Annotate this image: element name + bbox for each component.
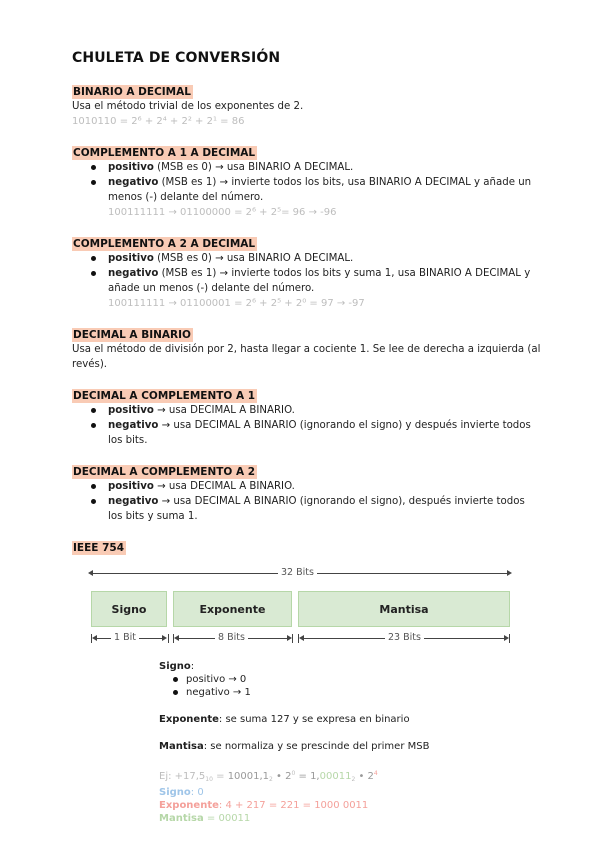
bold-term: negativo	[108, 496, 159, 507]
example-block	[159, 767, 519, 825]
arrow-left-icon	[88, 570, 93, 576]
ex-sub: 10	[205, 776, 213, 783]
exponent-field-box: Exponente	[173, 591, 292, 627]
item-text: → usa DECIMAL A BINARIO (ignorando el signo) y después invierte todos los bits.	[108, 420, 531, 446]
arrow-left-icon	[299, 635, 304, 641]
sign-field-box: Signo	[91, 591, 167, 627]
ex-part: • 2	[272, 771, 292, 782]
list-item	[108, 175, 542, 220]
ex-sup: 4	[373, 770, 378, 777]
bold-term: positivo	[108, 253, 154, 264]
ex-sup: 0	[291, 770, 296, 777]
sign-bits-label: 1 Bit	[111, 632, 139, 643]
bold-term: negativo	[108, 268, 159, 279]
section-decimal-binario	[72, 323, 542, 372]
item-text: → usa DECIMAL A BINARIO (ignorando el signo), después invierte todos los bits y suma 1.	[108, 496, 525, 522]
ex-label: Signo	[159, 787, 191, 798]
section-heading: DECIMAL A COMPLEMENTO A 2	[73, 466, 256, 478]
arrow-right-icon	[162, 635, 167, 641]
mantissa-bits-label: 23 Bits	[385, 632, 424, 643]
bold-term: negativo	[108, 420, 159, 431]
bullet-list	[72, 160, 542, 220]
example-text: 1010110 = 2⁶ + 2⁴ + 2² + 2¹ = 86	[72, 116, 245, 127]
list-item	[108, 479, 542, 494]
bullet-list	[72, 479, 542, 524]
section-heading: COMPLEMENTO A 1 A DECIMAL	[73, 147, 256, 159]
list-item	[108, 251, 542, 266]
section-c1-decimal	[72, 141, 542, 220]
list-item	[108, 418, 542, 448]
exponente-rule	[159, 713, 519, 726]
list-item: positivo → 0	[186, 673, 519, 686]
bold-term: Mantisa	[159, 741, 204, 752]
item-text: (MSB es 1) → invierte todos los bits y suma 1, usa BINARIO A DECIMAL y añade un menos (-) delante del número.	[108, 268, 531, 294]
rule-text: : se suma 127 y se expresa en binario	[218, 714, 410, 725]
section-text: Usa el método de división por 2, hasta llegar a cociente 1. Se lee de derecha a izquierda (al revés).	[72, 344, 541, 370]
ex-value: : 0	[190, 787, 204, 798]
page-title: CHULETA DE CONVERSIÓN	[72, 50, 281, 66]
rule-text: : se normaliza y se prescinde del primer MSB	[203, 741, 430, 752]
tick-mark	[168, 634, 169, 643]
ex-part: Ej: +17,5	[159, 771, 206, 782]
exponent-bits-label: 8 Bits	[215, 632, 248, 643]
tick-mark	[292, 634, 293, 643]
example-text: 100111111 → 01100001 = 2⁶ + 2⁵ + 2⁰ = 97 → -97	[108, 298, 365, 309]
ieee754-notes	[159, 660, 519, 825]
mantissa-field-box: Mantisa	[298, 591, 510, 627]
cheat-sheet	[72, 50, 542, 567]
bold-term: Signo	[159, 661, 191, 672]
item-text: → usa DECIMAL A BINARIO.	[153, 481, 295, 492]
example-text: 100111111 → 01100000 = 2⁶ + 2⁵= 96 → -96	[108, 207, 337, 218]
section-heading: BINARIO A DECIMAL	[73, 86, 191, 98]
ex-value: = 00011	[203, 813, 251, 824]
example-exponente	[159, 799, 519, 812]
arrow-left-icon	[174, 635, 179, 641]
ex-part: =	[212, 771, 228, 782]
section-decimal-c1	[72, 384, 542, 448]
section-heading: DECIMAL A COMPLEMENTO A 1	[73, 390, 256, 402]
section-binario-decimal	[72, 80, 542, 129]
ex-part: • 2	[355, 771, 374, 782]
section-c2-decimal	[72, 232, 542, 311]
signo-list	[159, 673, 519, 699]
list-item	[108, 494, 542, 524]
example-line	[159, 767, 519, 786]
signo-title	[159, 660, 519, 673]
ex-label: Exponente	[159, 800, 219, 811]
list-item	[108, 160, 542, 175]
example-mantisa	[159, 812, 519, 825]
list-item	[108, 266, 542, 311]
ex-part: 0001	[319, 771, 346, 782]
ex-sub: 2	[351, 776, 356, 783]
ex-part: 1	[345, 771, 352, 782]
list-item: negativo → 1	[186, 686, 519, 699]
bold-term: Exponente	[159, 714, 219, 725]
item-text: (MSB es 1) → invierte todos los bits, usa BINARIO A DECIMAL y añade un menos (-) delante del número.	[108, 177, 532, 203]
list-item	[108, 403, 542, 418]
bold-term: positivo	[108, 162, 154, 173]
ex-label: Mantisa	[159, 813, 204, 824]
arrow-left-icon	[92, 635, 97, 641]
ex-value: : 4 + 217 = 221 = 1000 0011	[218, 800, 369, 811]
section-decimal-c2	[72, 460, 542, 524]
ex-part: = 1,	[295, 771, 320, 782]
bullet-list	[72, 251, 542, 311]
mantisa-rule	[159, 740, 519, 753]
bold-term: positivo	[108, 481, 154, 492]
tick-mark	[509, 634, 510, 643]
ieee754-diagram	[88, 564, 512, 648]
item-text: (MSB es 0) → usa BINARIO A DECIMAL.	[153, 162, 354, 173]
section-text: Usa el método trivial de los exponentes de 2.	[72, 101, 304, 112]
section-heading: COMPLEMENTO A 2 A DECIMAL	[73, 238, 256, 250]
ex-sub: 2	[269, 776, 273, 783]
section-heading: DECIMAL A BINARIO	[73, 329, 191, 341]
bold-term: positivo	[108, 405, 154, 416]
example-signo	[159, 786, 519, 799]
item-text: (MSB es 0) → usa BINARIO A DECIMAL.	[153, 253, 354, 264]
total-bits-label: 32 Bits	[278, 567, 317, 578]
item-text: → usa DECIMAL A BINARIO.	[153, 405, 295, 416]
section-heading: IEEE 754	[73, 542, 124, 554]
arrow-right-icon	[507, 570, 512, 576]
colon: :	[190, 661, 195, 672]
bullet-list	[72, 403, 542, 448]
bold-term: negativo	[108, 177, 159, 188]
section-ieee754	[72, 536, 542, 555]
ex-part: 10001,1	[227, 771, 270, 782]
